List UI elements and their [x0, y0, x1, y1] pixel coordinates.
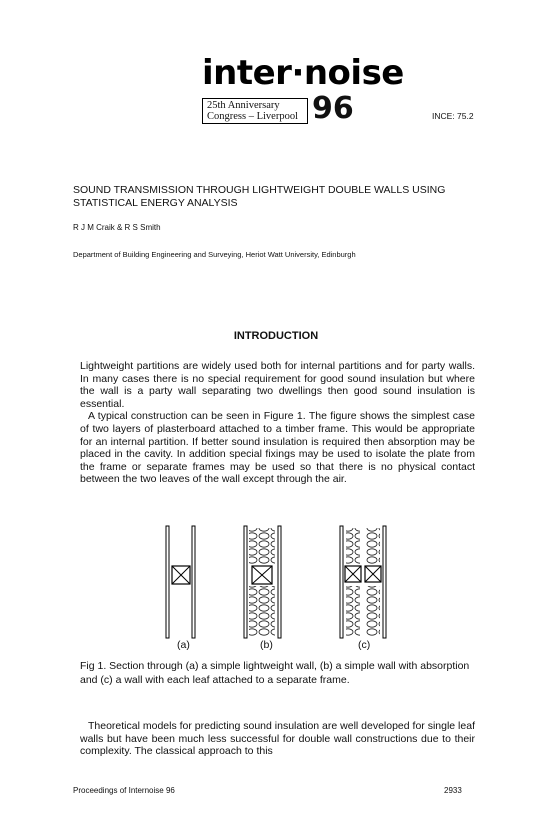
- footer-proceedings: Proceedings of Internoise 96: [73, 786, 175, 795]
- paper-title-line1: SOUND TRANSMISSION THROUGH LIGHTWEIGHT DOUBLE WALLS USING: [73, 184, 446, 196]
- conference-logo-wordmark: inter·noise: [202, 53, 404, 93]
- section-heading: INTRODUCTION: [233, 330, 319, 342]
- wall-a-diagram: [166, 526, 195, 638]
- body-text-block-2: [80, 720, 475, 758]
- wall-b-diagram: [244, 526, 281, 638]
- wall-c-diagram: [340, 526, 386, 638]
- paper-title-line2: STATISTICAL ENERGY ANALYSIS: [73, 197, 238, 209]
- figure-label-b: (b): [260, 639, 273, 651]
- page-number: 2933: [444, 786, 462, 795]
- body-text-block: [80, 360, 475, 486]
- wall-section-figure: [150, 524, 400, 654]
- paper-authors: R J M Craik & R S Smith: [73, 223, 161, 232]
- paragraph-1: Lightweight partitions are widely used both for internal partitions and for party walls. In many cases there is no special requirement for good sound insulation but where the wall is a party wall separating two dwellings then good sound insulation is essential.: [80, 360, 475, 410]
- figure-label-c: (c): [358, 639, 371, 651]
- paper-affiliation: Department of Building Engineering and Surveying, Heriot Watt University, Edinburgh: [73, 250, 356, 259]
- conference-logo-box: [202, 98, 308, 124]
- logo-box-line1: 25th Anniversary: [207, 100, 280, 111]
- paper-title: [73, 184, 473, 210]
- paragraph-3: Theoretical models for predicting sound insulation are well developed for single leaf walls but have been much less successful for double wall constructions due to their complexity. The classical approach to this: [80, 720, 475, 758]
- logo-box-line2: Congress – Liverpool: [207, 111, 298, 122]
- paragraph-2: A typical construction can be seen in Figure 1. The figure shows the simplest case of two layers of plasterboard attached to a timber frame. This would be appropriate for an internal partition. If better sound insulation is required then absorption may be placed in the cavity. In addition special fixings may be used to isolate the plate from the frame or separate frames may be used so that there is no physical contact between the two leaves of the wall except through the air.: [80, 410, 475, 486]
- figure-caption: Fig 1. Section through (a) a simple lightweight wall, (b) a simple wall with absorption and (c) a wall with each leaf attached to a separate frame.: [80, 660, 470, 686]
- figure-label-a: (a): [177, 639, 190, 651]
- conference-logo-year: 96: [312, 91, 354, 126]
- ince-code: INCE: 75.2: [432, 111, 474, 121]
